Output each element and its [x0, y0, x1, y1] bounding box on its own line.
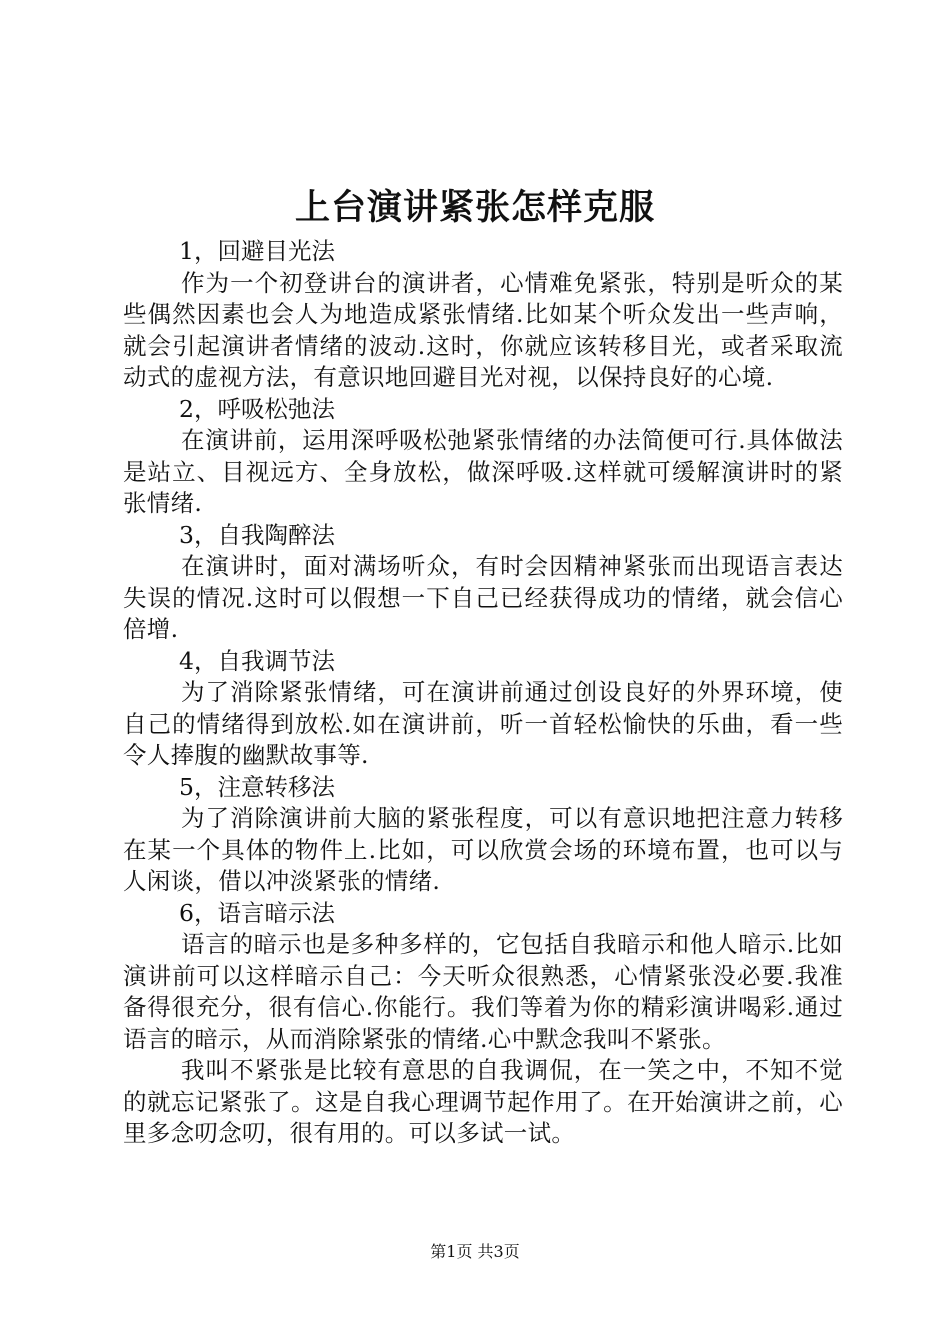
document-title: 上台演讲紧张怎样克服: [294, 188, 655, 228]
section-paragraph: 我叫不紧张是比较有意思的自我调侃，在一笑之中，不知不觉的就忘记紧张了。这是自我心理调节起作用了。在开始演讲之前，心里多念叨念叨，很有用的。可以多试一试。: [123, 1056, 843, 1147]
section-paragraph: 在演讲前，运用深呼吸松弛紧张情绪的办法简便可行.具体做法是站立、目视远方、全身放松，做深呼吸.这样就可缓解演讲时的紧张情绪.: [123, 426, 843, 517]
section-heading: 4，自我调节法: [179, 646, 335, 675]
section-heading: 5，注意转移法: [179, 772, 335, 801]
document-body: [123, 236, 843, 1150]
section-paragraph: 为了消除演讲前大脑的紧张程度，可以有意识地把注意力转移在某一个具体的物件上.比如，可以欣赏会场的环境布置，也可以与人闲谈，借以冲淡紧张的情绪.: [123, 804, 843, 895]
section-heading: 3，自我陶醉法: [179, 520, 335, 549]
section-paragraph: 为了消除紧张情绪，可在演讲前通过创设良好的外界环境，使自己的情绪得到放松.如在演讲前，听一首轻松愉快的乐曲，看一些令人捧腹的幽默故事等.: [123, 678, 843, 769]
page-footer: 第1页 共3页: [430, 1242, 520, 1261]
section-heading: 1，回避目光法: [179, 237, 335, 265]
section-heading: 6，语言暗示法: [179, 898, 335, 927]
section-paragraph: 作为一个初登讲台的演讲者，心情难免紧张，特别是听众的某些偶然因素也会人为地造成紧张情绪.比如某个听众发出一些声响，就会引起演讲者情绪的波动.这时，你就应该转移目光，或者采取流动式的虚视方法，有意识地回避目光对视，以保持良好的心境.: [123, 268, 843, 391]
section-paragraph: 在演讲时，面对满场听众，有时会因精神紧张而出现语言表达失误的情况.这时可以假想一下自己已经获得成功的情绪，就会信心倍增.: [123, 552, 843, 643]
section-heading: 2，呼吸松弛法: [179, 394, 335, 423]
section-paragraph: 语言的暗示也是多种多样的，它包括自我暗示和他人暗示.比如演讲前可以这样暗示自己：今天听众很熟悉，心情紧张没必要.我准备得很充分，很有信心.你能行。我们等着为你的精彩演讲喝彩.通过语言的暗示，从而消除紧张的情绪.心中默念我叫不紧张。: [123, 930, 843, 1053]
